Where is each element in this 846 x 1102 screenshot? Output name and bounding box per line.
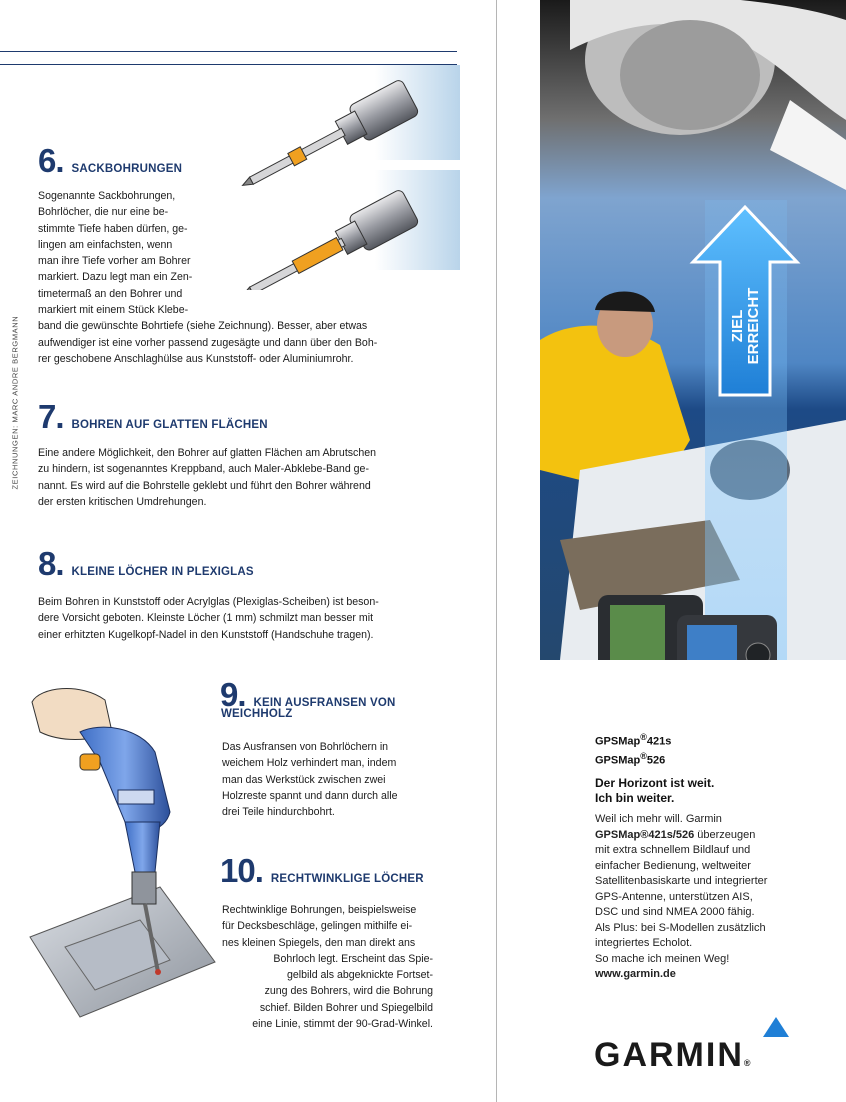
arrow-label <box>726 274 766 384</box>
section-10-heading <box>220 852 424 890</box>
text-line: integriertes Echolot. <box>595 937 693 949</box>
garmin-logo <box>594 1036 753 1075</box>
text-line: nes kleinen Spiegels, den man direkt ans <box>222 936 416 949</box>
product-number: 421s <box>646 735 672 748</box>
section-7-heading <box>38 398 268 436</box>
illustration-credit: ZEICHNUNGEN: MARC ANDRE BERGMANN <box>10 315 20 490</box>
section-number: 7 <box>38 398 56 435</box>
text-line: Als Plus: bei S-Modellen zusätzlich <box>595 921 766 934</box>
text-line: der ersten kritischen Umdrehungen. <box>38 495 207 508</box>
product-name: GPSMap <box>595 754 641 767</box>
product-names <box>595 730 671 767</box>
text-line: DSC und sind NMEA 2000 fähig. <box>595 906 755 918</box>
ad-body <box>595 812 795 983</box>
section-10-body <box>222 902 433 1032</box>
text-line: Weil ich mehr will. Garmin <box>595 813 722 825</box>
text-line: Bohrloch legt. Erscheint das Spie- <box>273 952 433 965</box>
text-line: Bohrlöcher, die nur eine be- <box>38 206 169 219</box>
number-dot: . <box>237 676 246 713</box>
text-line: Eine andere Möglichkeit, den Bohrer auf glatten Flächen am Abrutschen <box>38 447 377 459</box>
ad-url[interactable]: www.garmin.de <box>595 968 676 980</box>
text-line: aufwendiger ist eine vorher passend zugesägte und dann über den Boh- <box>38 336 378 349</box>
column-divider <box>496 0 497 1102</box>
text-line: nannt. Es wird auf die Bohrstelle geklebt und führt den Bohrer während <box>38 479 371 492</box>
text-line: man ihre Tiefe vorher am Bohrer <box>38 255 191 268</box>
reg-mark: ® <box>640 732 647 742</box>
power-drill-illustration <box>20 672 220 1022</box>
section-number: 9 <box>220 676 238 713</box>
section-6-body <box>38 188 377 367</box>
number-dot: . <box>55 142 64 179</box>
text-line: man das Werkstück zwischen zwei <box>222 773 386 786</box>
reg-mark: ® <box>640 750 647 761</box>
text-line: einer erhitzten Kugelkopf-Nadel in den Kunststoff (Handschuhe tragen). <box>38 628 374 641</box>
ad-photo <box>540 0 846 660</box>
arrow-text: ZIEL <box>729 309 746 343</box>
arrow-text: ERREICHT <box>745 287 762 365</box>
section-9-body <box>222 739 398 820</box>
text-line: Beim Bohren in Kunststoff oder Acrylglas (Plexiglas-Scheiben) ist beson- <box>38 596 379 608</box>
text-line: stimmte Tiefe haben dürfen, ge- <box>38 222 188 235</box>
top-rule <box>0 51 457 52</box>
section-title: SACKBOHRUNGEN <box>71 163 183 175</box>
text-line: für Decksbeschläge, gelingen mithilfe ei- <box>222 920 413 933</box>
section-title: BOHREN AUF GLATTEN FLÄCHEN <box>71 419 268 431</box>
headline-line: Der Horizont ist weit. <box>595 776 715 790</box>
text-line: So mache ich meinen Weg! <box>595 952 730 965</box>
text-line: lingen am einfachsten, wenn <box>38 238 173 251</box>
brand-reg-mark: ® <box>743 1058 753 1068</box>
section-6-heading <box>38 142 182 180</box>
text-line: Holzreste spannt und dann durch alle <box>222 789 398 802</box>
text-line: zu hindern, ist sogenanntes Kreppband, auch Maler-Abklebe-Band ge- <box>38 463 369 476</box>
section-number: 8 <box>38 545 56 582</box>
text-line: eine Linie, stimmt der 90-Grad-Winkel. <box>252 1018 433 1031</box>
number-dot: . <box>55 398 64 435</box>
text-line: markiert mit einem Stück Klebe- <box>38 304 189 317</box>
text-line: GPS-Antenne, unterstützen AIS, <box>595 890 753 903</box>
product-name: GPSMap <box>595 735 641 748</box>
text-line: timetermaß an den Bohrer und <box>38 287 183 300</box>
section-title: KLEINE LÖCHER IN PLEXIGLAS <box>71 566 254 578</box>
headline-line: Ich bin weiter. <box>595 791 675 805</box>
product-number: 526 <box>646 754 666 767</box>
text-line: Satellitenbasiskarte und integrierter <box>595 875 768 887</box>
text-fragment: überzeugen <box>694 828 756 841</box>
text-line: band die gewünschte Bohrtiefe (siehe Zeichnung). Besser, aber etwas <box>38 320 368 333</box>
section-8-body <box>38 594 379 643</box>
garmin-triangle-icon <box>763 1017 789 1037</box>
text-line: mit extra schnellem Bildlauf und <box>595 844 751 856</box>
product-highlight: GPSMap®421s/526 <box>595 828 695 841</box>
section-title: RECHTWINKLIGE LÖCHER <box>270 873 424 885</box>
text-line: drei Teile hindurchbohrt. <box>222 806 335 819</box>
text-line: markiert. Dazu legt man ein Zen- <box>38 271 193 284</box>
text-line: rer geschobene Anschlaghülse aus Kunststoff- oder Aluminiumrohr. <box>38 352 354 365</box>
brand-name: GARMIN <box>594 1036 744 1074</box>
number-dot: . <box>254 852 263 889</box>
text-line: schief. Bilden Bohrer und Spiegelbild <box>259 1001 433 1014</box>
text-line: zung des Bohrers, wird die Bohrung <box>264 985 433 998</box>
section-title-continued: WEICHHOLZ <box>221 708 293 720</box>
text-line: Sogenannte Sackbohrungen, <box>38 190 176 202</box>
section-8-heading <box>38 545 254 583</box>
section-7-body <box>38 445 376 510</box>
ad-headline <box>595 776 714 806</box>
section-number: 6 <box>38 142 56 179</box>
text-line: dere Vorsicht geboten. Kleinste Löcher (1 mm) schmilzt man besser mit <box>38 612 374 625</box>
number-dot: . <box>55 545 64 582</box>
text-line: weichem Holz verhindert man, indem <box>222 757 397 770</box>
text-line: einfacher Bedienung, weltweiter <box>595 859 751 872</box>
text-line: gelbild als abgeknickte Fortset- <box>286 969 433 982</box>
section-title: KEIN AUSFRANSEN VON <box>253 697 396 709</box>
text-line <box>595 828 795 844</box>
text-line: Das Ausfransen von Bohrlöchern in <box>222 741 389 753</box>
text-line: Rechtwinklige Bohrungen, beispielsweise <box>222 904 417 916</box>
section-number: 10 <box>220 852 255 889</box>
